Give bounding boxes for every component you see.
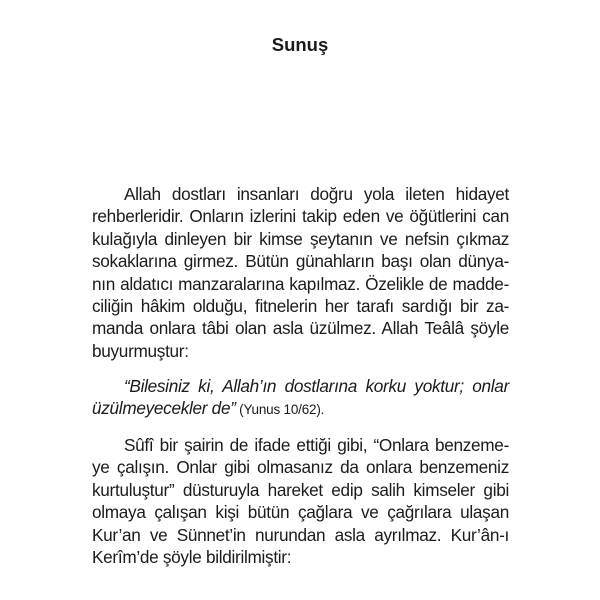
quote-paragraph [92,375,509,422]
paragraph-1 [92,183,509,362]
paragraph-2 [92,434,509,568]
text-line: “Bilesiniz ki, Allah’ın dostlarına korku yoktur; onlar [124,375,509,396]
text-line: nın aldatıcı manzaralarına kapılmaz. Özelikle de madde- [92,273,509,294]
text-line: Kur’an ve Sünnet’in nurundan asla ayrılmaz. Kur’ân-ı [92,524,509,545]
text-line: Kerîm’de şöyle bildirilmiştir: [92,547,292,568]
text-line: sokaklarına girmez. Bütün günahların başı olan dünya- [92,251,509,272]
text-line: olmaya çalışan kişi bütün çağlara ve çağrılara ulaşan [92,502,509,523]
chapter-title: Sunuş [271,34,329,55]
text-block [92,183,509,569]
verse-citation: (Yunus 10/62). [235,402,325,418]
text-line: buyurmuştur: [92,340,189,361]
text-line: Sûfî bir şairin de ifade ettiği gibi, “Onlara benzeme- [124,435,509,456]
text-line: ye çalışın. Onlar gibi olmasanız da onlara benzemeniz [92,457,509,478]
text-line: manda onlara tâbi olan asla üzülmez. Allah Teâlâ şöyle [92,318,509,339]
quote-text: üzülmeyecekler de” [92,398,236,419]
text-line: rehberleridir. Onların izlerini takip eden ve öğütlerini can [92,206,509,227]
text-line: ciliğin hâkim olduğu, fitnelerin her tarafı sardığı bir za- [92,296,509,317]
text-line [92,397,509,421]
text-line: kurtuluştur” düsturuyla hareket edip salih kimseler gibi [92,479,509,500]
text-line: Allah dostları insanları doğru yola ileten hidayet [124,184,509,204]
text-line: kulağıyla dinleyen bir kimse şeytanın ve nefsin çıkmaz [92,228,509,249]
